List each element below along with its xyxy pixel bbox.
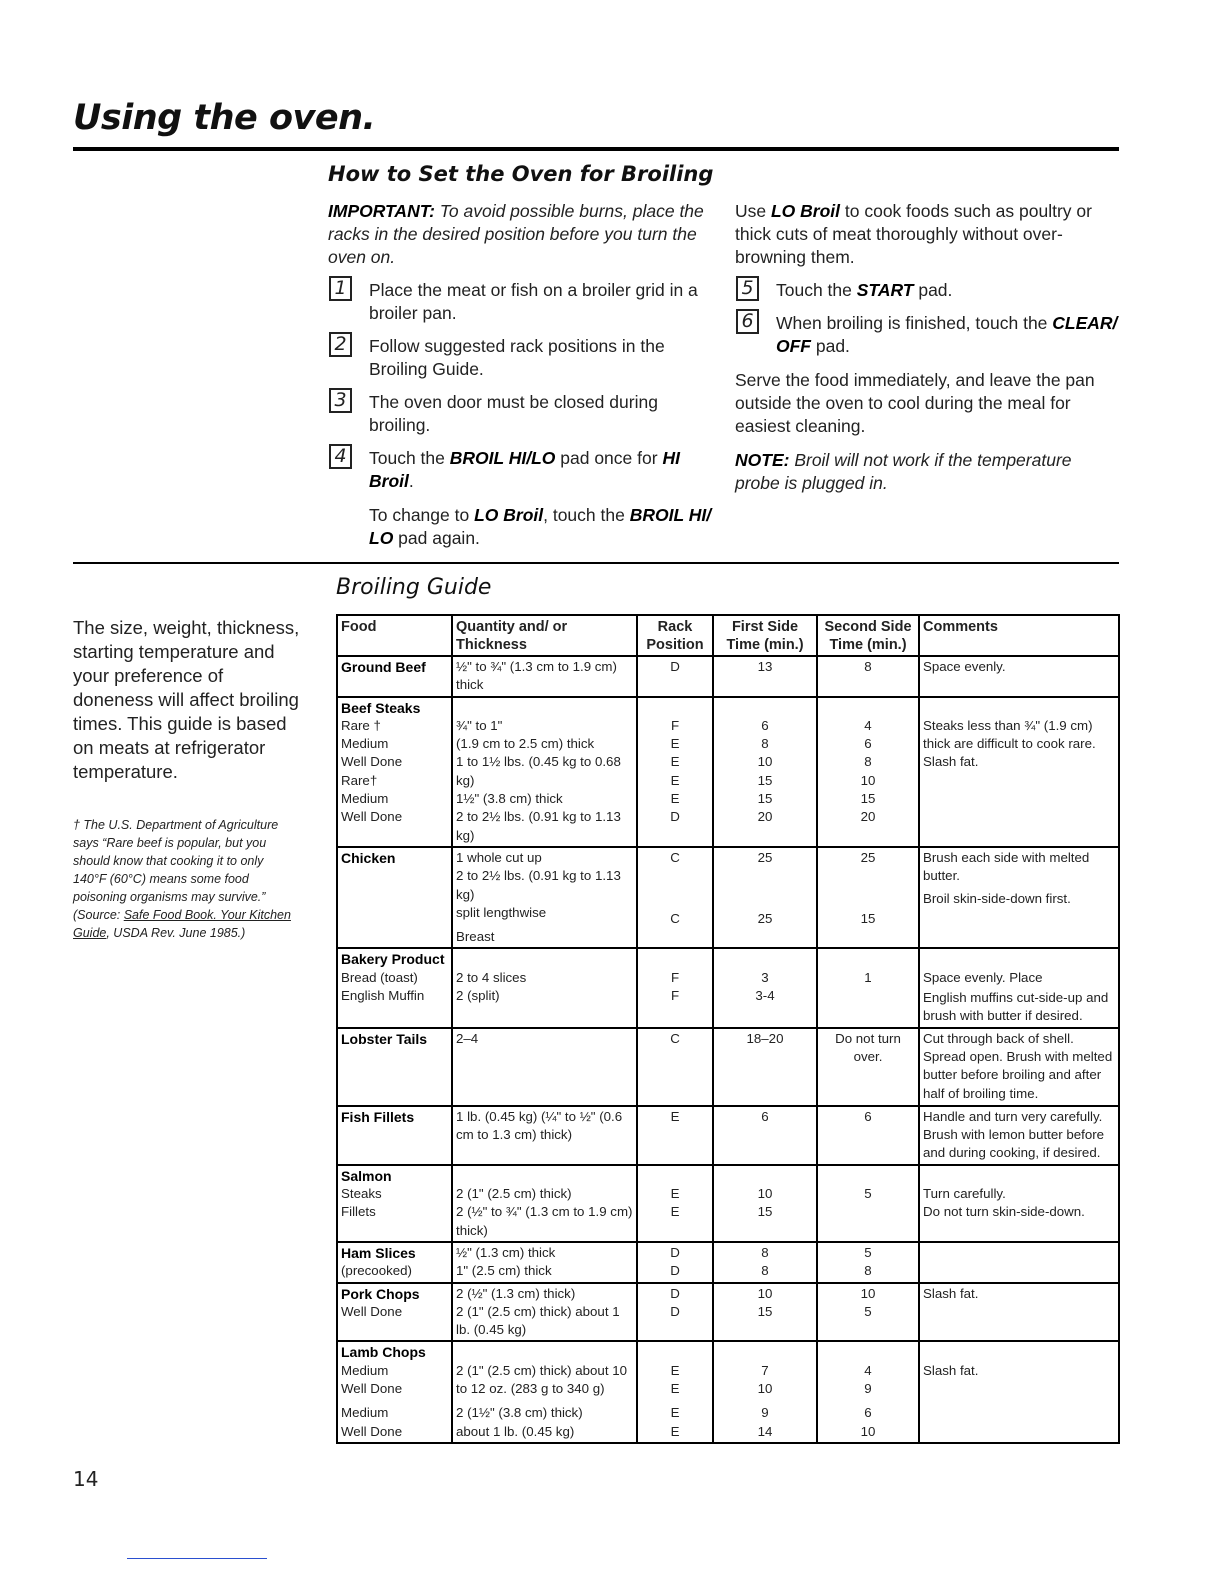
comments-cell: Handle and turn very carefully. Brush with lemon butter before and during cooking, if desired.: [919, 1106, 1119, 1165]
food-name: Ham Slices: [341, 1244, 416, 1261]
broiling-guide-table: [336, 614, 1120, 1444]
table-header-row: [337, 615, 1119, 656]
step-number-box: 5: [736, 276, 759, 301]
comments-cell: Slash fat.: [919, 1283, 1119, 1342]
food-name: Salmon: [341, 1167, 392, 1184]
guide-side-note: The size, weight, thickness, starting temperature and your preference of doneness will affect broiling times. This guide is based on meats at refrigerator temperature.: [73, 617, 300, 782]
step-4-followup: To change to LO Broil, touch the BROIL HI/ LO pad again.: [369, 505, 712, 548]
quantity-cell: ½" to ¾" (1.3 cm to 1.9 cm) thick: [452, 656, 637, 697]
header-food: Food: [337, 615, 452, 656]
table-row: Chicken 1 whole cut up 2 to 2½ lbs. (0.91 kg to 1.13 kg) split lengthwise Breast C C 25 25 25 15 Brush each side with melted butter. Broil skin-side-down first.: [337, 847, 1119, 948]
header-rack-position: Rack Position: [637, 615, 713, 656]
note-paragraph: NOTE: Broil will not work if the temperature probe is plugged in.: [735, 450, 1072, 493]
food-name: Lobster Tails: [341, 1030, 428, 1047]
step-text: The oven door must be closed during broiling.: [369, 392, 658, 435]
table-row: [337, 656, 1119, 697]
lo-broil-paragraph: Use LO Broil to cook foods such as poultry or thick cuts of meat thoroughly without over-browning them.: [735, 201, 1092, 267]
table-row: Ham Slices (precooked) ½" (1.3 cm) thick 1" (2.5 cm) thick D D 8 8 5 8: [337, 1242, 1119, 1283]
food-name: Pork Chops: [341, 1285, 420, 1302]
food-name: Bakery Product: [341, 951, 445, 968]
page-title: Using the oven.: [73, 98, 376, 138]
comments-cell: Space evenly.: [919, 656, 1119, 697]
table-row: Lamb Chops Medium Well Done Medium Well Done 2 (1" (2.5 cm) thick) about 10 to 12 oz. (283 g to 340 g) 2 (1½" (3.8 cm) thick) about 1 lb. (0.45 kg) E E E E 7 10 9 14 4 9 6 10 Slash fat.: [337, 1341, 1119, 1442]
food-name: Ground Beef: [341, 659, 426, 675]
rack-cell: D: [637, 656, 713, 697]
rack-cell: C: [637, 1028, 713, 1106]
step-text: Follow suggested rack positions in the Broiling Guide.: [369, 336, 665, 379]
footer-line: [127, 1558, 267, 1559]
header-comments: Comments: [919, 615, 1119, 656]
first-time-cell: 18–20: [713, 1028, 817, 1106]
section-divider: [73, 562, 1119, 564]
step-1: [328, 279, 713, 325]
second-time-cell: Do not turn over.: [817, 1028, 919, 1106]
step-number-box: 1: [329, 276, 352, 301]
step-number-box: 3: [329, 388, 352, 413]
header-second-side-time: Second Side Time (min.): [817, 615, 919, 656]
quantity-cell: 2–4: [452, 1028, 637, 1106]
step-5: 5 Touch the START pad.: [735, 279, 1120, 302]
table-row: Salmon Steaks Fillets 2 (1" (2.5 cm) thick) 2 (½" to ¾" (1.3 cm to 1.9 cm) thick) E E 10 15 5 Turn carefully. Do not turn skin-side-down.: [337, 1165, 1119, 1242]
food-name: Fish Fillets: [341, 1108, 415, 1125]
setup-column-left: [328, 200, 713, 550]
title-divider: [73, 147, 1119, 151]
broiling-guide-heading: Broiling Guide: [336, 575, 492, 600]
header-first-side-time: First Side Time (min.): [713, 615, 817, 656]
rack-cell: E: [637, 1106, 713, 1165]
step-number-box: 6: [736, 309, 759, 334]
header-quantity: Quantity and/ or Thickness: [452, 615, 637, 656]
important-paragraph: IMPORTANT: To avoid possible burns, place the racks in the desired position before you turn the oven on.: [328, 201, 704, 267]
step-4: 4 Touch the BROIL HI/LO pad once for HI Broil. To change to LO Broil, touch the BROIL HI/ LO pad again.: [328, 447, 713, 550]
food-name: Beef Steaks: [341, 699, 421, 716]
table-row: Beef Steaks Rare † Medium Well Done Rare† Medium Well Done ¾" to 1" (1.9 cm to 2.5 cm) thick 1 to 1½ lbs. (0.45 kg to 0.68 kg) 1½" (3.8 cm) thick 2 to 2½ lbs. (0.91 kg to 1.13 kg) F E E E E D 6 8 10 15 15 20 4 6 8 10 15 20 Steaks less than ¾" (1.9 cm) thick are difficult to cook rare. Slash fat.: [337, 697, 1119, 847]
step-number-box: 4: [329, 444, 352, 469]
food-name: Chicken: [341, 849, 396, 866]
setup-column-right: [735, 200, 1120, 495]
first-time-cell: 6: [713, 1106, 817, 1165]
comments-cell: Steaks less than ¾" (1.9 cm) thick are difficult to cook rare. Slash fat.: [923, 717, 1096, 770]
comments-cell: Cut through back of shell. Spread open. Brush with melted butter before broiling and after half of broiling time.: [919, 1028, 1119, 1106]
table-row: Pork Chops Well Done 2 (½" (1.3 cm) thick) 2 (1" (2.5 cm) thick) about 1 lb. (0.45 kg) D D 10 15 10 5 Slash fat.: [337, 1283, 1119, 1342]
page-number: 14: [73, 1467, 99, 1491]
usda-footnote: † The U.S. Department of Agriculture says “Rare beef is popular, but you should know that cooking it to only 140°F (60°C) means some food poisoning organisms may survive.” (Source: Safe Food Book. Your Kitchen Guide, USDA Rev. June 1985.): [73, 818, 291, 940]
table-row: [337, 1028, 1119, 1106]
step-6: 6 When broiling is finished, touch the CLEAR/ OFF pad.: [735, 312, 1120, 358]
serve-paragraph: Serve the food immediately, and leave the pan outside the oven to cool during the meal for easiest cleaning.: [735, 370, 1095, 436]
table-row: Bakery Product Bread (toast) English Muffin 2 to 4 slices 2 (split) F F 3 3-4 1 Space evenly. Place English muffins cut-side-up and brush with butter if desired.: [337, 948, 1119, 1027]
quantity-cell: 1 lb. (0.45 kg) (¼" to ½" (0.6 cm to 1.3 cm) thick): [452, 1106, 637, 1165]
food-name: Lamb Chops: [341, 1344, 426, 1361]
step-number-box: 2: [329, 332, 352, 357]
broiling-setup-heading: How to Set the Oven for Broiling: [328, 162, 714, 186]
second-time-cell: 6: [817, 1106, 919, 1165]
second-time-cell: 8: [817, 656, 919, 697]
comments-cell: Slash fat.: [923, 1362, 979, 1378]
step-3: [328, 391, 713, 437]
step-2: [328, 335, 713, 381]
comments-cell: [919, 1242, 1119, 1283]
step-text: Place the meat or fish on a broiler grid in a broiler pan.: [369, 280, 698, 323]
first-time-cell: 13: [713, 656, 817, 697]
table-row: [337, 1106, 1119, 1165]
